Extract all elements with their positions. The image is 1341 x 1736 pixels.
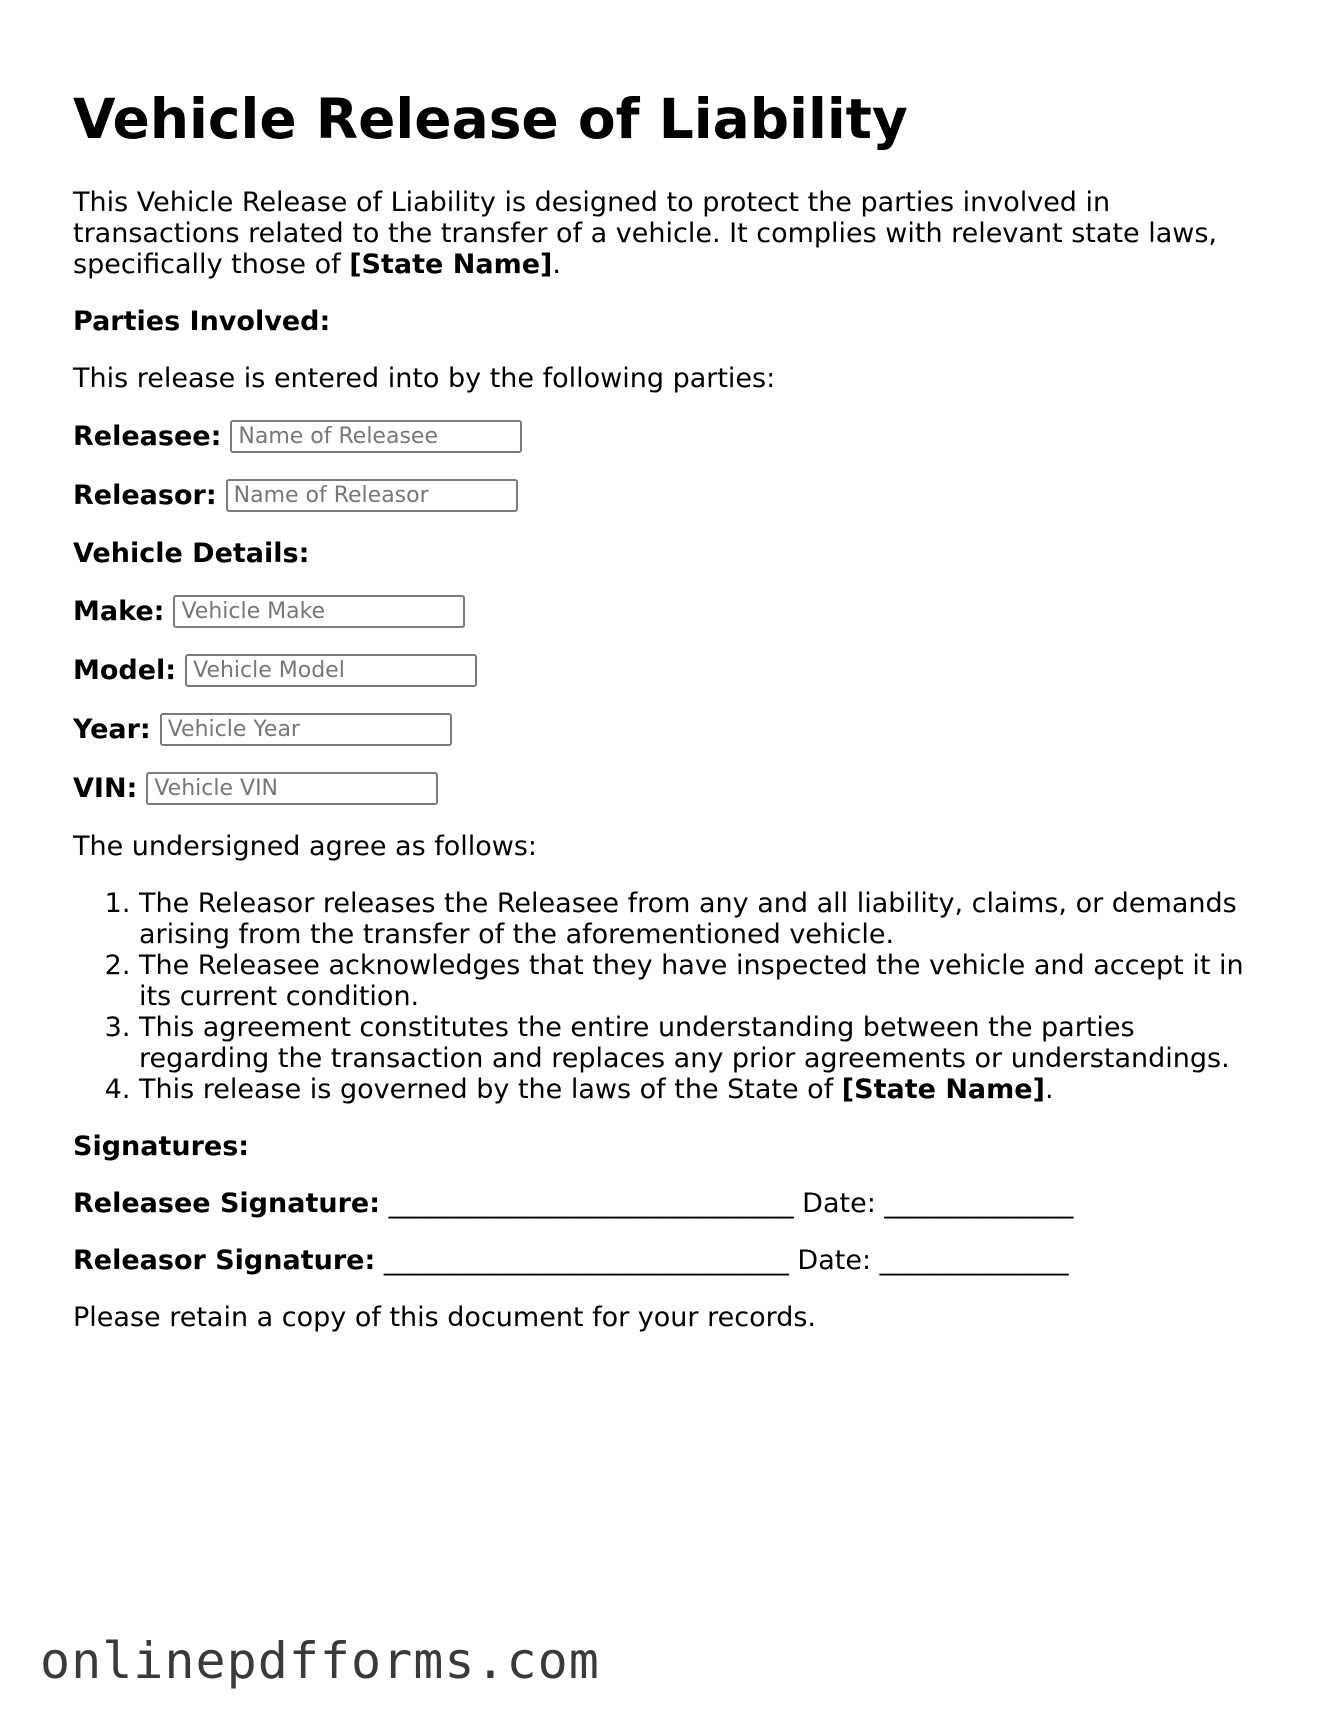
vin-label: VIN: (73, 773, 138, 805)
year-row (73, 713, 1268, 746)
make-label: Make: (73, 596, 165, 628)
term-item: 1. The Releasor releases the Releasee from any and all liability, claims, or demands arising from the transfer of the aforementioned vehicle. (139, 888, 1268, 950)
term-item: 2. The Releasee acknowledges that they have inspected the vehicle and accept it in its current condition. (139, 950, 1268, 1012)
parties-text: This release is entered into by the following parties: (73, 363, 776, 395)
model-input[interactable] (185, 654, 477, 687)
page-title: Vehicle Release of Liability (73, 87, 908, 151)
parties-heading: Parties Involved: (73, 306, 331, 338)
document-page (73, 88, 1268, 1333)
model-row (73, 654, 1268, 687)
intro-paragraph (73, 187, 1268, 280)
term-item (139, 1074, 1268, 1105)
releasor-input[interactable] (226, 479, 518, 512)
terms-list (73, 888, 1268, 1105)
releasor-signature-row (73, 1245, 1268, 1276)
term-4-period: . (1044, 1074, 1054, 1106)
releasee-input[interactable] (230, 420, 522, 453)
term-item: 3. This agreement constitutes the entire understanding between the parties regarding the transaction and replaces any prior agreements or understandings. (139, 1012, 1268, 1074)
term-4-state-name: [State Name] (841, 1074, 1045, 1106)
releasee-signature-line: ______________________________ Date: ______________ (380, 1188, 1074, 1220)
releasee-signature-row (73, 1188, 1268, 1219)
agree-text: The undersigned agree as follows: (73, 831, 538, 863)
releasee-signature-label: Releasee Signature: (73, 1188, 381, 1220)
vin-row (73, 772, 1268, 805)
intro-state-name: [State Name] (349, 249, 553, 281)
releasee-row (73, 420, 1268, 453)
releasor-row (73, 479, 1268, 512)
year-input[interactable] (160, 713, 452, 746)
releasor-signature-line: ______________________________ Date: ______________ (375, 1245, 1069, 1277)
term-4-text: This release is governed by the laws of the State of (139, 1074, 842, 1106)
vin-input[interactable] (146, 772, 438, 805)
intro-period: . (552, 249, 561, 281)
intro-text: This Vehicle Release of Liability is designed to protect the parties involved in transactions related to the transfer of a vehicle. It complies with relevant state laws, specifically those of (73, 187, 1217, 281)
watermark: onlinepdfforms.com (40, 1632, 600, 1690)
signatures-heading: Signatures: (73, 1131, 250, 1163)
make-row (73, 595, 1268, 628)
year-label: Year: (73, 714, 151, 746)
make-input[interactable] (173, 595, 465, 628)
releasee-label: Releasee: (73, 421, 222, 453)
releasor-label: Releasor: (73, 480, 217, 512)
retain-text: Please retain a copy of this document for your records. (73, 1302, 817, 1334)
model-label: Model: (73, 655, 177, 687)
vehicle-heading: Vehicle Details: (73, 538, 310, 570)
releasor-signature-label: Releasor Signature: (73, 1245, 376, 1277)
